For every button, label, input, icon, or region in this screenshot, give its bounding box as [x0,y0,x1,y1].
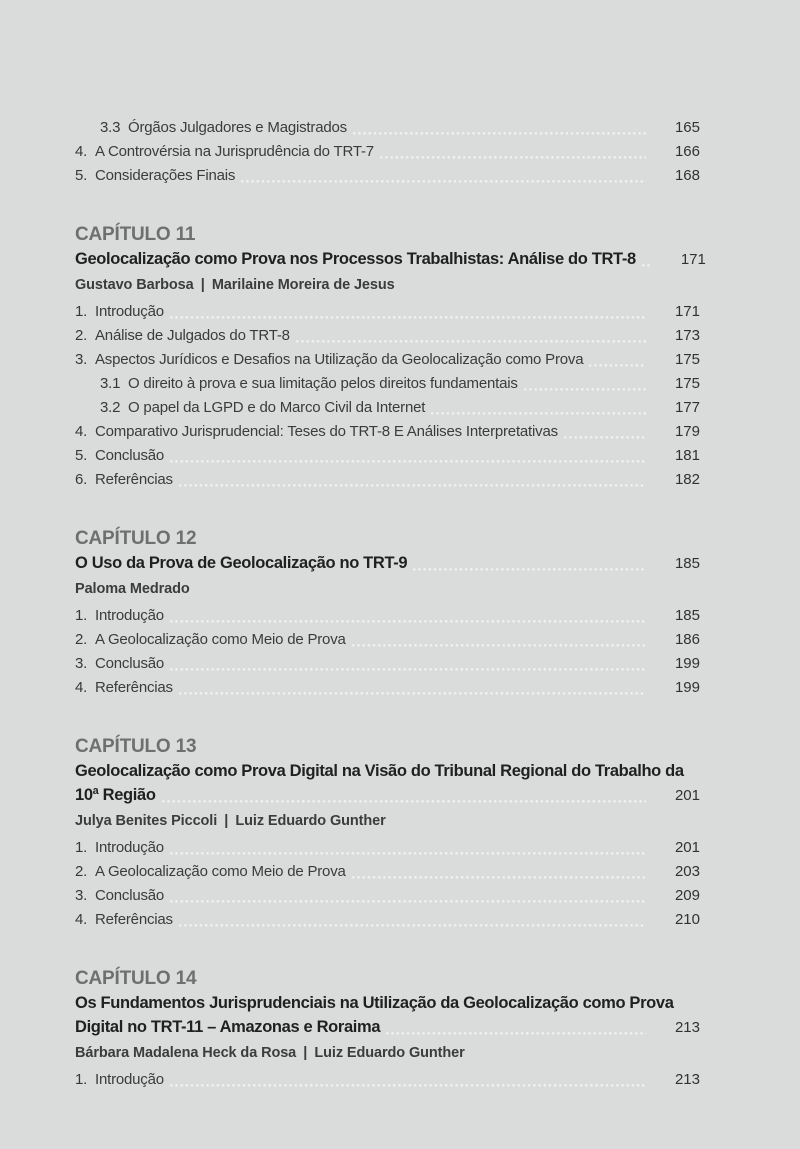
chapter-entries [75,836,700,932]
entry-label: Conclusão [95,887,165,904]
entry-label: Conclusão [95,655,165,672]
entry-label: A Geolocalização como Meio de Prova [95,863,346,880]
chapter-heading: CAPÍTULO 12 [75,528,197,549]
toc-entry [75,908,700,932]
entry-number: 4. [75,911,88,928]
entry-number: 4. [75,679,88,696]
entry-page-number: 165 [674,119,700,136]
chapter-block [75,222,706,492]
chapter-title-line [75,991,700,1015]
chapter-title-line [75,1015,700,1040]
toc-entry [75,836,700,860]
leader-dots [352,644,646,647]
entry-page-number: 185 [674,607,700,624]
leader-dots [170,852,646,855]
entry-page-number: 166 [674,143,700,160]
entry-page-number: 177 [674,399,700,416]
entry-page-number: 186 [674,631,700,648]
toc-entry [75,348,700,372]
entry-page-number: 213 [674,1071,700,1088]
entry-label: Órgãos Julgadores e Magistrados [128,119,347,136]
chapter-title-line [75,759,700,783]
toc-entry [75,164,700,188]
entry-number: 2. [75,863,88,880]
entry-label: Introdução [95,839,164,856]
entry-label: Considerações Finais [95,167,236,184]
entry-page-number: 181 [674,447,700,464]
toc-entry [75,300,700,324]
chapter-entries [75,1068,700,1092]
chapter-authors: Gustavo Barbosa | Marilaine Moreira de Jesus [75,277,395,293]
entry-number: 5. [75,447,88,464]
chapters-block [75,222,706,1092]
toc-entry [75,420,700,444]
entry-number: 1. [75,839,88,856]
chapter-authors: Julya Benites Piccoli | Luiz Eduardo Gunther [75,813,386,829]
chapter-title-text: O Uso da Prova de Geolocalização no TRT-9 [75,554,408,572]
chapter-title-text: Digital no TRT-11 – Amazonas e Roraima [75,1018,381,1036]
toc-entry [75,676,700,700]
toc-entry [75,860,700,884]
chapter-title-text: Os Fundamentos Jurisprudenciais na Utilização da Geolocalização como Prova [75,994,674,1012]
chapter-heading: CAPÍTULO 11 [75,224,196,245]
entry-label: Comparativo Jurisprudencial: Teses do TRT-8 E Análises Interpretativas [95,423,558,440]
entry-page-number: 179 [674,423,700,440]
chapter-title [75,991,700,1040]
toc-entry [75,468,700,492]
chapter-title [75,247,706,272]
leader-dots [241,180,646,183]
leader-dots [170,668,646,671]
chapter-authors: Paloma Medrado [75,581,190,597]
leader-dots [170,460,646,463]
leader-dots [353,132,646,135]
entry-page-number: 168 [674,167,700,184]
toc-entry [75,604,700,628]
toc-entry [75,324,700,348]
entry-label: A Geolocalização como Meio de Prova [95,631,346,648]
leader-dots [413,568,646,571]
entry-page-number: 175 [674,351,700,368]
chapter-page-number: 171 [680,251,706,268]
chapter-title-text: Geolocalização como Prova nos Processos Trabalhistas: Análise do TRT-8 [75,250,636,268]
toc-entry [75,884,700,908]
toc-entry [75,444,700,468]
entry-label: Conclusão [95,447,165,464]
entry-number: 1. [75,303,88,320]
entry-page-number: 201 [674,839,700,856]
toc-entry [75,628,700,652]
leader-dots [170,1084,646,1087]
chapter-block [75,966,700,1092]
chapter-title [75,551,700,576]
entry-label: Referências [95,911,173,928]
entry-number: 3.2 [100,399,121,416]
chapter-page-number: 201 [674,787,700,804]
entry-page-number: 173 [674,327,700,344]
entry-number: 3.1 [100,375,121,392]
leader-dots [589,364,646,367]
entry-label: Introdução [95,607,164,624]
chapter-title [75,759,700,808]
chapter-title-line [75,247,706,272]
chapter-title-text: Geolocalização como Prova Digital na Visão do Tribunal Regional do Trabalho da [75,762,684,780]
toc-entry [75,116,700,140]
entry-label: Introdução [95,303,164,320]
entry-label: Análise de Julgados do TRT-8 [95,327,290,344]
leader-dots [642,264,652,267]
entry-page-number: 175 [674,375,700,392]
entry-number: 4. [75,143,88,160]
chapter-title-line [75,551,700,576]
chapter-authors: Bárbara Madalena Heck da Rosa | Luiz Eduardo Gunther [75,1045,465,1061]
entry-label: Referências [95,471,173,488]
chapter-page-number: 185 [674,555,700,572]
leader-dots [386,1032,646,1035]
leader-dots [170,316,646,319]
entry-number: 3. [75,351,88,368]
toc-entry [75,396,700,420]
chapter-block [75,526,700,700]
chapter-title-line [75,783,700,808]
leader-dots [564,436,646,439]
chapter-heading: CAPÍTULO 13 [75,736,197,757]
chapter-entries [75,300,700,492]
leader-dots [296,340,646,343]
entry-number: 4. [75,423,88,440]
leader-dots [179,692,646,695]
entry-page-number: 199 [674,655,700,672]
leader-dots [162,800,646,803]
toc-entry [75,372,700,396]
entry-number: 3. [75,655,88,672]
leader-dots [524,388,646,391]
leader-dots [170,620,646,623]
toc-content [75,0,706,1092]
entry-page-number: 209 [674,887,700,904]
entry-number: 5. [75,167,88,184]
entry-label: Referências [95,679,173,696]
entry-number: 2. [75,327,88,344]
entry-label: O papel da LGPD e do Marco Civil da Internet [128,399,426,416]
leader-dots [380,156,646,159]
entry-number: 1. [75,607,88,624]
chapter-page-number: 213 [674,1019,700,1036]
leader-dots [179,484,646,487]
continued-entries-block [75,116,700,188]
entry-page-number: 199 [674,679,700,696]
entry-number: 3.3 [100,119,121,136]
leader-dots [352,876,646,879]
entry-number: 2. [75,631,88,648]
entry-label: O direito à prova e sua limitação pelos direitos fundamentais [128,375,518,392]
toc-entry [75,652,700,676]
entry-page-number: 171 [674,303,700,320]
entry-number: 3. [75,887,88,904]
leader-dots [170,900,646,903]
entry-page-number: 182 [674,471,700,488]
entry-label: Aspectos Jurídicos e Desafios na Utilização da Geolocalização como Prova [95,351,584,368]
entry-page-number: 203 [674,863,700,880]
chapter-block [75,734,700,932]
chapter-heading: CAPÍTULO 14 [75,968,197,989]
entry-number: 1. [75,1071,88,1088]
entry-page-number: 210 [674,911,700,928]
leader-dots [431,412,646,415]
chapter-entries [75,604,700,700]
entry-number: 6. [75,471,88,488]
entry-label: A Controvérsia na Jurisprudência do TRT-7 [95,143,374,160]
toc-entry [75,1068,700,1092]
leader-dots [179,924,646,927]
entry-label: Introdução [95,1071,164,1088]
chapter-title-text: 10ª Região [75,786,156,804]
toc-entry [75,140,700,164]
